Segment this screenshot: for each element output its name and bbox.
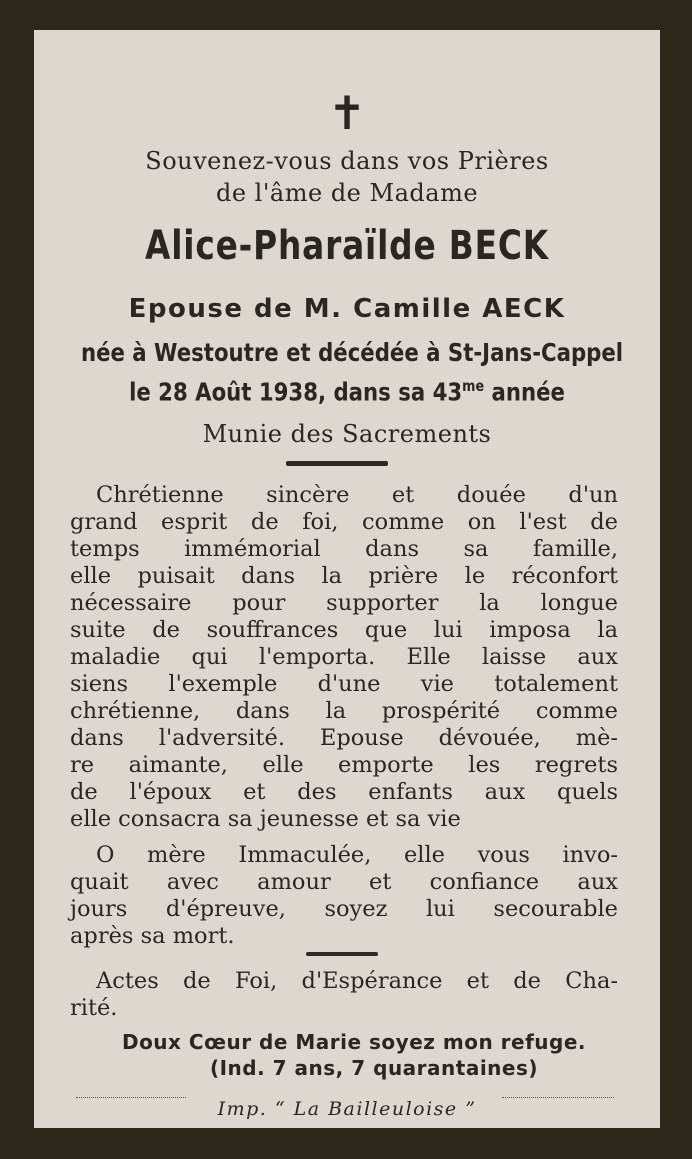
- paragraph-2: [70, 842, 618, 950]
- divider-top: [286, 461, 388, 466]
- paragraph-1-line: suite de souffrances que lui imposa la: [70, 617, 618, 643]
- paragraph-1-line: dans l'adversité. Epouse dévouée, mè-: [70, 725, 618, 751]
- date-text: le 28 Août 1938, dans sa 43: [129, 377, 463, 407]
- paragraph-1-line: elle puisait dans la prière le réconfort: [70, 563, 618, 589]
- cross-icon: ✝: [327, 86, 367, 140]
- paragraph-1-line: re aimante, elle emporte les regrets: [70, 752, 618, 778]
- paragraph-1-line: nécessaire pour supporter la longue: [70, 590, 618, 616]
- birth-death-line: née à Westoutre et décédée à St-Jans-Cappel: [80, 338, 624, 367]
- paragraph-2-line: quait avec amour et confiance aux: [70, 869, 618, 895]
- paragraph-1-line: elle consacra sa jeunesse et sa vie: [70, 806, 461, 832]
- printer-imprint: Imp. “ La Bailleuloise ”: [217, 1098, 477, 1120]
- sacraments-line: Munie des Sacrements: [202, 420, 492, 448]
- paragraph-1-line: Chrétienne sincère et douée d'un: [96, 482, 618, 508]
- paragraph-1: [70, 482, 618, 833]
- paragraph-1-line: temps immémorial dans sa famille,: [70, 536, 618, 562]
- paragraph-3-line: rité.: [70, 995, 118, 1021]
- prayer-line-1: Doux Cœur de Marie soyez mon refuge.: [121, 1030, 587, 1054]
- memorial-card: [34, 30, 660, 1128]
- paragraph-1-line: siens l'exemple d'une vie totalement: [70, 671, 618, 697]
- paragraph-2-line: jours d'épreuve, soyez lui secourable: [70, 896, 618, 922]
- intro-line-2: de l'âme de Madame: [215, 179, 479, 207]
- paragraph-3-line: Actes de Foi, d'Espérance et de Cha-: [96, 968, 618, 994]
- paragraph-1-line: chrétienne, dans la prospérité comme: [70, 698, 618, 724]
- deceased-name: Alice-Pharaïlde BECK: [145, 223, 549, 269]
- paragraph-1-line: maladie qui l'emporta. Elle laisse aux: [70, 644, 618, 670]
- paragraph-2-line: O mère Immaculée, elle vous invo-: [96, 842, 618, 868]
- date-suffix: année: [484, 377, 565, 407]
- spouse-line: Epouse de M. Camille AECK: [128, 294, 566, 324]
- date-superscript: me: [462, 377, 485, 395]
- divider-middle: [306, 952, 378, 956]
- paragraph-1-line: grand esprit de foi, comme on l'est de: [70, 509, 618, 535]
- intro-line-1: Souvenez-vous dans vos Prières: [145, 147, 549, 175]
- paragraph-2-line: après sa mort.: [70, 923, 235, 949]
- paragraph-3: [70, 968, 618, 1022]
- paragraph-1-line: de l'époux et des enfants aux quels: [70, 779, 618, 805]
- prayer-line-2: (Ind. 7 ans, 7 quarantaines): [209, 1056, 539, 1080]
- date-line: [81, 377, 613, 406]
